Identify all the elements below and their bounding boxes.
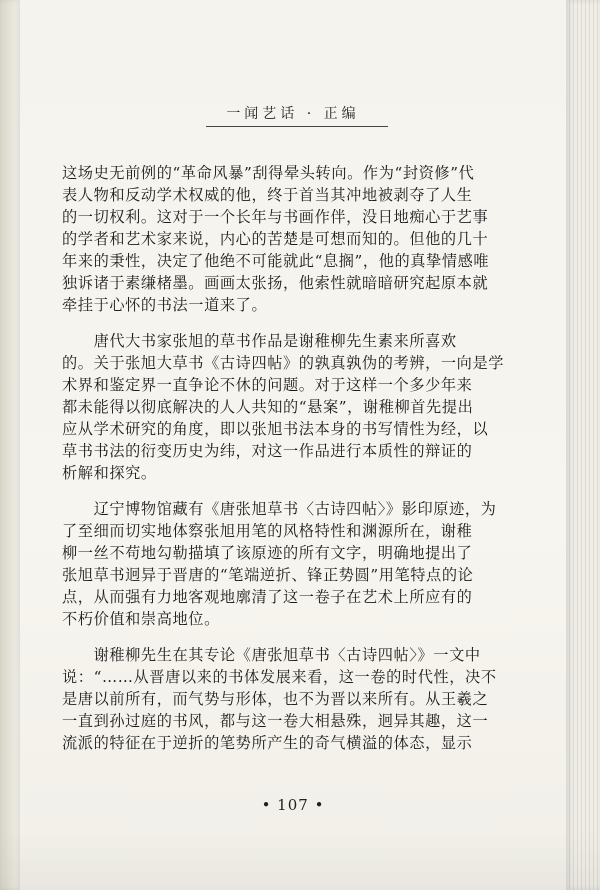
text-line: 的。关于张旭大草书《古诗四帖》的孰真孰伪的考辨，一向是学 <box>62 354 505 372</box>
text-line: 了至细而切实地体察张旭用笔的风格特性和渊源所在，谢稚 <box>62 522 473 540</box>
text-line: 的一切权利。这对于一个长年与书画作伴，没日地痴心于艺事 <box>62 208 489 226</box>
paragraph-gap <box>62 630 536 644</box>
text-line: 术界和鉴定界一直争论不休的问题。对于这样一个多少年来 <box>62 376 473 394</box>
text-line: 辽宁博物馆藏有《唐张旭草书〈古诗四帖〉》影印原迹，为 <box>62 500 497 518</box>
text-line: 表人物和反动学术权威的他，终于首当其冲地被剥夺了人生 <box>62 186 473 204</box>
text-line: 谢稚柳先生在其专论《唐张旭草书〈古诗四帖〉》一文中 <box>62 646 481 664</box>
bottom-shadow <box>0 830 600 890</box>
paragraph-gap <box>62 484 536 498</box>
text-line: 都未能得以彻底解决的人人共知的“悬案”，谢稚柳首先提出 <box>62 398 474 416</box>
paragraph <box>62 330 536 484</box>
body-text <box>62 162 536 754</box>
text-line: 一直到孙过庭的书风，都与这一卷大相悬殊，迥异其趣，这一 <box>62 712 489 730</box>
text-line: 析解和探究。 <box>62 464 157 482</box>
text-line: 独诉诸于素缣楮墨。画画太张扬，他索性就暗暗研究起原本就 <box>62 274 489 292</box>
page-number: • 107 • <box>261 796 325 814</box>
paragraph <box>62 498 536 630</box>
text-line: 年来的秉性，决定了他绝不可能就此“息搁”，他的真挚情感唯 <box>62 252 490 270</box>
text-line: 草书书法的衍变历史为纬，对这一作品进行本质性的辩证的 <box>62 442 473 460</box>
running-header: 一闻艺话 · 正编 <box>226 106 360 122</box>
header-rule <box>206 126 388 127</box>
text-line: 不朽价值和崇高地位。 <box>62 610 220 628</box>
text-line: 是唐以前所有，而气势与形体，也不为晋以来所有。从王羲之 <box>62 690 489 708</box>
paragraph <box>62 644 536 754</box>
text-line: 张旭草书迥异于晋唐的“笔端逆折、锋正势圆”用笔特点的论 <box>62 566 474 584</box>
text-line: 牵挂于心怀的书法一道来了。 <box>62 296 268 314</box>
text-line: 这场史无前例的“革命风暴”刮得晕头转向。作为“封资修”代 <box>62 164 475 182</box>
book-left-edge <box>0 0 20 890</box>
paragraph <box>62 162 536 316</box>
paragraph-gap <box>62 316 536 330</box>
text-line: 柳一丝不苟地勾勒描填了该原迹的所有文字，明确地提出了 <box>62 544 473 562</box>
text-line: 说：“……从晋唐以来的书体发展来看，这一卷的时代性，决不 <box>62 668 497 686</box>
text-line: 流派的特征在于逆折的笔势所产生的奇气横溢的体态，显示 <box>62 734 473 752</box>
text-line: 唐代大书家张旭的草书作品是谢稚柳先生素来所喜欢 <box>62 332 457 350</box>
text-line: 点，从而强有力地客观地廓清了这一卷子在艺术上所应有的 <box>62 588 473 606</box>
text-line: 的学者和艺术家来说，内心的苦楚是可想而知的。但他的几十 <box>62 230 489 248</box>
book-page <box>20 0 566 890</box>
text-line: 应从学术研究的角度，即以张旭书法本身的书写情性为经，以 <box>62 420 489 438</box>
book-page-stack-edge <box>566 0 600 890</box>
